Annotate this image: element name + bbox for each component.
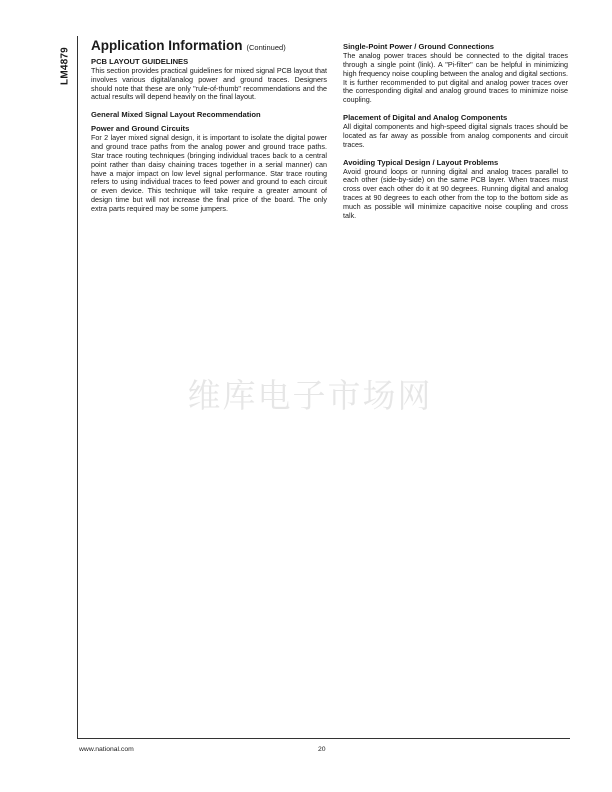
pcb-layout-body: This section provides practical guidelines for mixed signal PCB layout that involves various digital/analog power and ground traces. Designers should note that these are only "rule-of-thumb" recommendations and the actual results will depend heavily on the final layout. — [91, 65, 327, 102]
avoiding-problems-heading: Avoiding Typical Design / Layout Problems — [343, 157, 499, 167]
avoiding-problems-body: Avoid ground loops or running digital and analog traces parallel to each other (side-by-side) on the same PCB layer. When traces must cross over each other do it at 90 degrees. Running digital and analog traces at 90 degrees to each other from the top to the bottom side as much as possible will minimize capacitive noise coupling and cross talk. — [343, 166, 568, 220]
title-continued: (Continued) — [246, 43, 286, 52]
placement-heading: Placement of Digital and Analog Components — [343, 113, 508, 123]
part-number-label — [58, 36, 72, 96]
power-ground-heading: Power and Ground Circuits — [91, 124, 190, 134]
footer-page-number: 20 — [318, 746, 326, 753]
single-point-heading: Single-Point Power / Ground Connections — [343, 42, 495, 51]
mixed-signal-heading: General Mixed Signal Layout Recommendation — [91, 110, 261, 120]
pcb-layout-heading: PCB LAYOUT GUIDELINES — [91, 56, 189, 66]
power-ground-body: For 2 layer mixed signal design, it is important to isolate the digital power and ground trace paths from the analog power and ground trace paths. Star trace routing techniques (bringing individual traces back to a central point rather than daisy chaining traces together in a serial manner) can have a major impact on low level signal performance. Star trace routing refers to using individual traces to feed power and ground to each circuit or even device. This technique will take require a greater amount of design time but will not increase the final price of the board. The only extra parts required may be some jumpers. — [91, 133, 327, 213]
title-text: Application Information — [91, 38, 243, 53]
footer-website: www.national.com — [79, 746, 134, 753]
watermark-text: 维库电子市场网 — [187, 376, 433, 415]
part-number-text: LM4879 — [59, 47, 71, 85]
left-column — [91, 38, 327, 222]
page-title — [91, 38, 327, 53]
right-column — [343, 42, 568, 229]
placement-body: All digital components and high-speed digital signals traces should be located as far away as possible from analog components and circuit traces. — [343, 122, 568, 149]
single-point-body: The analog power traces should be connected to the digital traces through a single point (link). A "Pi-filter" can be helpful in minimizing high frequency noise coupling between the analog and digital sections. It is further recommended to put digital and analog power traces over the corresponding digital and analog ground traces to minimize noise coupling. — [343, 51, 568, 105]
